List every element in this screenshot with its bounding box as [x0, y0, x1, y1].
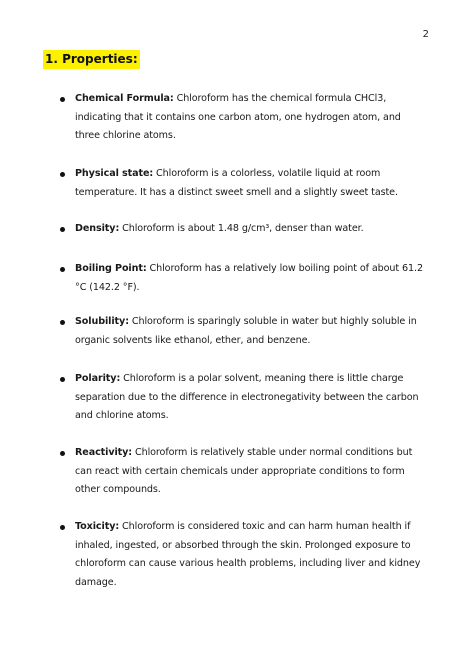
- property-term: Physical state:: [75, 168, 154, 179]
- list-item-reactivity: [75, 444, 427, 500]
- property-text: Chloroform has the chemical formula CHCl3, indicating that it contains one carbon atom, one hydrogen atom, and three chlorine atoms.: [75, 93, 401, 142]
- bullet-icon: [60, 525, 65, 530]
- property-text: Chloroform is a polar solvent, meaning there is little charge separation due to the difference in electronegativity between the carbon and chlorine atoms.: [75, 373, 419, 422]
- list-item-solubility: [75, 313, 427, 350]
- bullet-icon: [60, 227, 65, 232]
- property-term: Boiling Point:: [75, 263, 147, 274]
- list-item-polarity: [75, 370, 427, 426]
- section-heading: 1. Properties:: [43, 50, 140, 69]
- bullet-icon: [60, 267, 65, 272]
- bullet-icon: [60, 97, 65, 102]
- property-text: Chloroform is a colorless, volatile liquid at room temperature. It has a distinct sweet smell and a slightly sweet taste.: [75, 168, 398, 198]
- list-item-toxicity: [75, 518, 427, 593]
- property-text: Chloroform is about 1.48 g/cm³, denser than water.: [119, 223, 364, 234]
- property-term: Solubility:: [75, 316, 129, 327]
- bullet-icon: [60, 172, 65, 177]
- property-text: Chloroform has a relatively low boiling point of about 61.2 °C (142.2 °F).: [75, 263, 423, 293]
- property-term: Reactivity:: [75, 447, 133, 458]
- property-term: Density:: [75, 223, 120, 234]
- property-text: Chloroform is considered toxic and can harm human health if inhaled, ingested, or absorbed through the skin. Prolonged exposure to chloroform can cause various health problems, including liver and kidney damage.: [75, 521, 421, 589]
- bullet-icon: [60, 451, 65, 456]
- list-item-boiling-point: [75, 260, 427, 297]
- property-term: Chemical Formula:: [75, 93, 174, 104]
- bullet-icon: [60, 320, 65, 325]
- bullet-icon: [60, 377, 65, 382]
- page-number: 2: [422, 29, 429, 40]
- list-item-chemical-formula: [75, 90, 427, 146]
- property-term: Polarity:: [75, 373, 121, 384]
- list-item-density: [75, 220, 427, 239]
- property-text: Chloroform is sparingly soluble in water but highly soluble in organic solvents like ethanol, ether, and benzene.: [75, 316, 417, 346]
- property-text: Chloroform is relatively stable under normal conditions but can react with certain chemicals under appropriate conditions to form other compounds.: [75, 447, 413, 496]
- property-term: Toxicity:: [75, 521, 120, 532]
- list-item-physical-state: [75, 165, 427, 202]
